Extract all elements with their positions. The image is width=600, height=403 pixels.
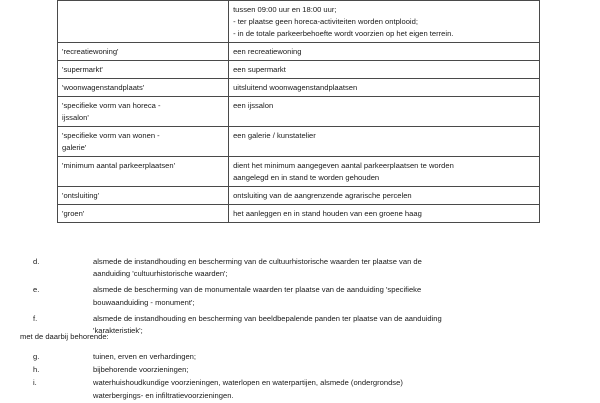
term-cell <box>58 1 229 43</box>
list-item <box>33 364 553 376</box>
definition-cell <box>229 61 540 79</box>
list-item <box>33 351 553 363</box>
term-cell <box>58 43 229 61</box>
definition-text: een recreatiewoning <box>233 47 302 56</box>
rules-table <box>57 0 540 223</box>
definition-cell <box>229 43 540 61</box>
term-text: galerie' <box>62 143 87 152</box>
definition-text: - ter plaatse geen horeca-activiteiten worden ontplooid; <box>233 17 418 26</box>
definition-text: aangelegd en in stand te worden gehouden <box>233 173 380 182</box>
table-row <box>58 43 540 61</box>
definition-cell <box>229 205 540 223</box>
term-cell <box>58 79 229 97</box>
definition-cell <box>229 97 540 127</box>
list-item <box>33 313 553 337</box>
term-text: 'woonwagenstandplaats' <box>62 83 145 92</box>
intro-text: met de daarbij behorende: <box>20 332 109 341</box>
list-item-line: alsmede de instandhouding en bescherming van de cultuurhistorische waarden ter plaatse van de <box>93 257 422 266</box>
list-item-line: waterbergings- en infiltratievoorzieningen. <box>93 390 234 400</box>
list-item-line: bijbehorende voorzieningen; <box>93 365 189 375</box>
list-marker: g. <box>33 352 40 361</box>
term-text: 'specifieke vorm van wonen - <box>62 131 160 140</box>
table-row <box>58 205 540 223</box>
rules-table-body <box>58 1 540 223</box>
term-text: 'supermarkt' <box>62 65 103 74</box>
list-item-line: aanduiding 'cultuurhistorische waarden'; <box>93 269 228 279</box>
term-text: 'ontsluiting' <box>62 191 100 200</box>
list-item <box>33 284 553 308</box>
definition-cell <box>229 1 540 43</box>
term-cell <box>58 61 229 79</box>
list-g-i <box>33 351 553 403</box>
table-row <box>58 187 540 205</box>
table-row <box>58 97 540 127</box>
term-cell <box>58 97 229 127</box>
list-item-text <box>93 284 553 308</box>
list-marker: d. <box>33 257 40 266</box>
list-item-line: 'karakteristiek'; <box>93 326 143 336</box>
definition-text: een galerie / kunstatelier <box>233 131 316 140</box>
definition-text: een supermarkt <box>233 65 286 74</box>
table-row <box>58 79 540 97</box>
list-item-line: tuinen, erven en verhardingen; <box>93 352 197 361</box>
term-cell <box>58 127 229 157</box>
term-cell <box>58 187 229 205</box>
definition-text: uitsluitend woonwagenstandplaatsen <box>233 83 358 92</box>
list-item <box>33 377 553 401</box>
definition-text: ontsluiting van de aangrenzende agrarische percelen <box>233 191 412 200</box>
list-item <box>33 256 553 280</box>
definition-cell <box>229 127 540 157</box>
definition-cell <box>229 187 540 205</box>
list-item-text <box>93 377 553 401</box>
list-marker: i. <box>33 378 37 388</box>
definition-text: - in de totale parkeerbehoefte wordt voorzien op het eigen terrein. <box>233 29 454 38</box>
term-text: 'minimum aantal parkeerplaatsen' <box>62 161 176 170</box>
definition-text: een ijssalon <box>233 101 274 110</box>
list-item-text <box>93 364 553 376</box>
list-item-text <box>93 256 553 280</box>
list-item-text <box>93 313 553 337</box>
list-d-f <box>33 256 553 341</box>
term-cell <box>58 157 229 187</box>
list-marker: f. <box>33 313 38 323</box>
list-item-line: alsmede de bescherming van de monumentale waarden ter plaatse van de aanduiding 'specifieke <box>93 285 422 295</box>
table-row <box>58 1 540 43</box>
term-text: 'recreatiewoning' <box>62 47 119 56</box>
definition-cell <box>229 157 540 187</box>
definition-text: het aanleggen en in stand houden van een groene haag <box>233 209 422 218</box>
definition-text: tussen 09:00 uur en 18:00 uur; <box>233 5 337 14</box>
list-item-text <box>93 351 553 363</box>
term-text: 'groen' <box>62 209 85 218</box>
definition-cell <box>229 79 540 97</box>
table-row <box>58 61 540 79</box>
list-marker: h. <box>33 365 40 375</box>
definition-text: dient het minimum aangegeven aantal parkeerplaatsen te worden <box>233 161 454 170</box>
list-item-line: alsmede de instandhouding en bescherming van beeldbepalende panden ter plaatse van de aanduiding <box>93 313 442 323</box>
list-item-line: waterhuishoudkundige voorzieningen, waterlopen en waterpartijen, alsmede (ondergrondse) <box>93 378 403 388</box>
table-row <box>58 157 540 187</box>
list-item-line: bouwaanduiding - monument'; <box>93 297 195 307</box>
term-cell <box>58 205 229 223</box>
term-text: ijssalon' <box>62 113 89 122</box>
term-text: 'specifieke vorm van horeca - <box>62 101 161 110</box>
table-row <box>58 127 540 157</box>
list-marker: e. <box>33 285 40 295</box>
